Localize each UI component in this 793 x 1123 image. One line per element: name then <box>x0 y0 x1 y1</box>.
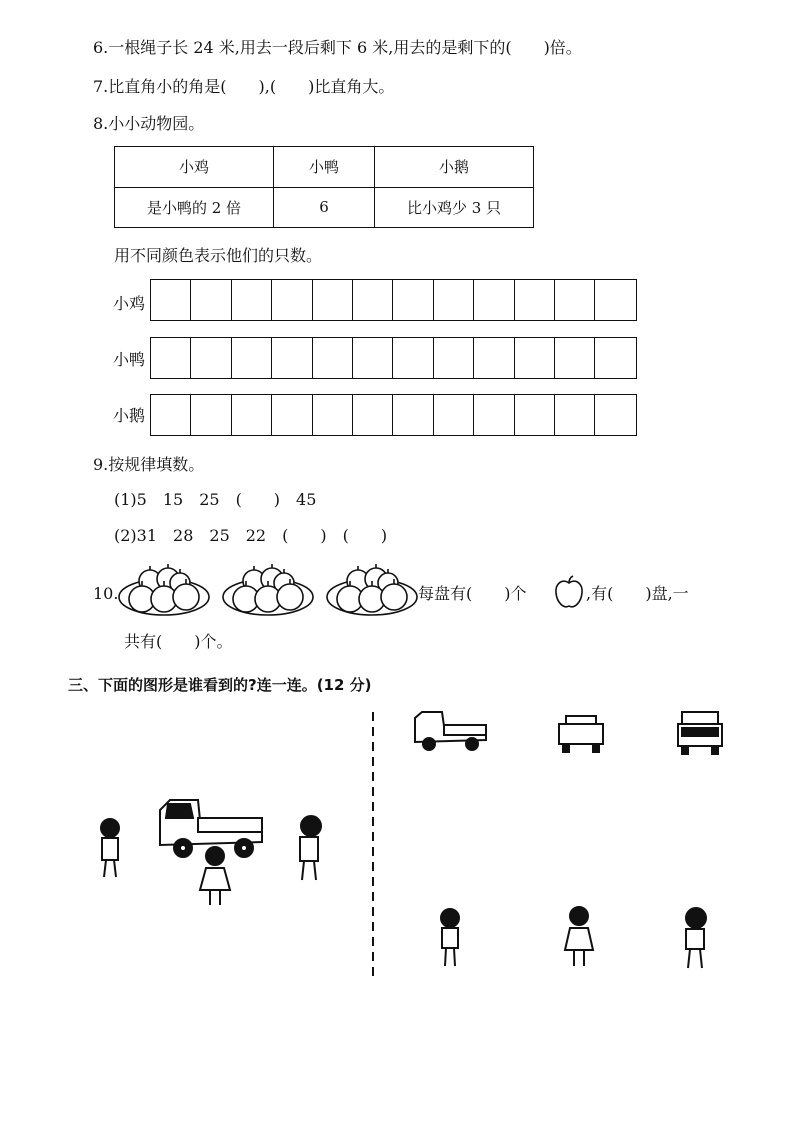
table-header-chick: 小鸡 <box>115 147 274 188</box>
table-cell-goose: 比小鸡少 3 只 <box>375 187 534 228</box>
color-grid-chick[interactable] <box>150 279 637 321</box>
question-6: 6.一根绳子长 24 米,用去一段后剩下 6 米,用去的是剩下的( )倍。 <box>93 38 582 57</box>
apple-icon <box>553 575 585 611</box>
table-cell-duck: 6 <box>274 187 375 228</box>
child-right-figure <box>300 816 321 880</box>
apple-plates-illustration <box>118 557 418 623</box>
row-label-duck: 小鸭 <box>113 350 146 369</box>
row-label-goose: 小鹅 <box>113 406 146 425</box>
question-10-label: 10. <box>93 584 119 603</box>
answer-child-2 <box>565 907 593 966</box>
row-label-chick: 小鸡 <box>113 294 146 313</box>
question-9-title: 9.按规律填数。 <box>93 455 205 474</box>
table-row <box>115 187 534 228</box>
question-10-part-a: 每盘有( )个 <box>418 584 527 603</box>
question-7: 7.比直角小的角是( ),( )比直角大。 <box>93 77 395 96</box>
question-8-instruction: 用不同颜色表示他们的只数。 <box>114 246 323 265</box>
table-row <box>115 147 534 188</box>
section-3-title: 三、下面的图形是谁看到的?连一连。(12 分) <box>68 676 372 694</box>
table-header-duck: 小鸭 <box>274 147 375 188</box>
child-middle-figure <box>200 847 230 905</box>
question-9-part-1: (1)5 15 25 ( ) 45 <box>114 490 317 509</box>
zoo-table <box>114 146 534 228</box>
truck-front-view <box>678 712 722 754</box>
question-8-title: 8.小小动物园。 <box>93 114 205 133</box>
answer-child-3 <box>686 908 706 968</box>
color-grid-duck[interactable] <box>150 337 637 379</box>
color-grid-goose[interactable] <box>150 394 637 436</box>
section-3-illustration <box>0 700 793 1000</box>
question-10-part-c: 共有( )个。 <box>124 632 233 651</box>
truck-back-view <box>559 716 603 752</box>
child-left-figure <box>101 819 119 877</box>
answer-child-1 <box>441 909 459 966</box>
question-10-part-b: ,有( )盘,一 <box>586 584 689 603</box>
table-cell-chick: 是小鸭的 2 倍 <box>115 187 274 228</box>
truck-side-view <box>415 712 486 750</box>
question-9-part-2: (2)31 28 25 22 ( ) ( ) <box>114 526 388 545</box>
table-header-goose: 小鹅 <box>375 147 534 188</box>
